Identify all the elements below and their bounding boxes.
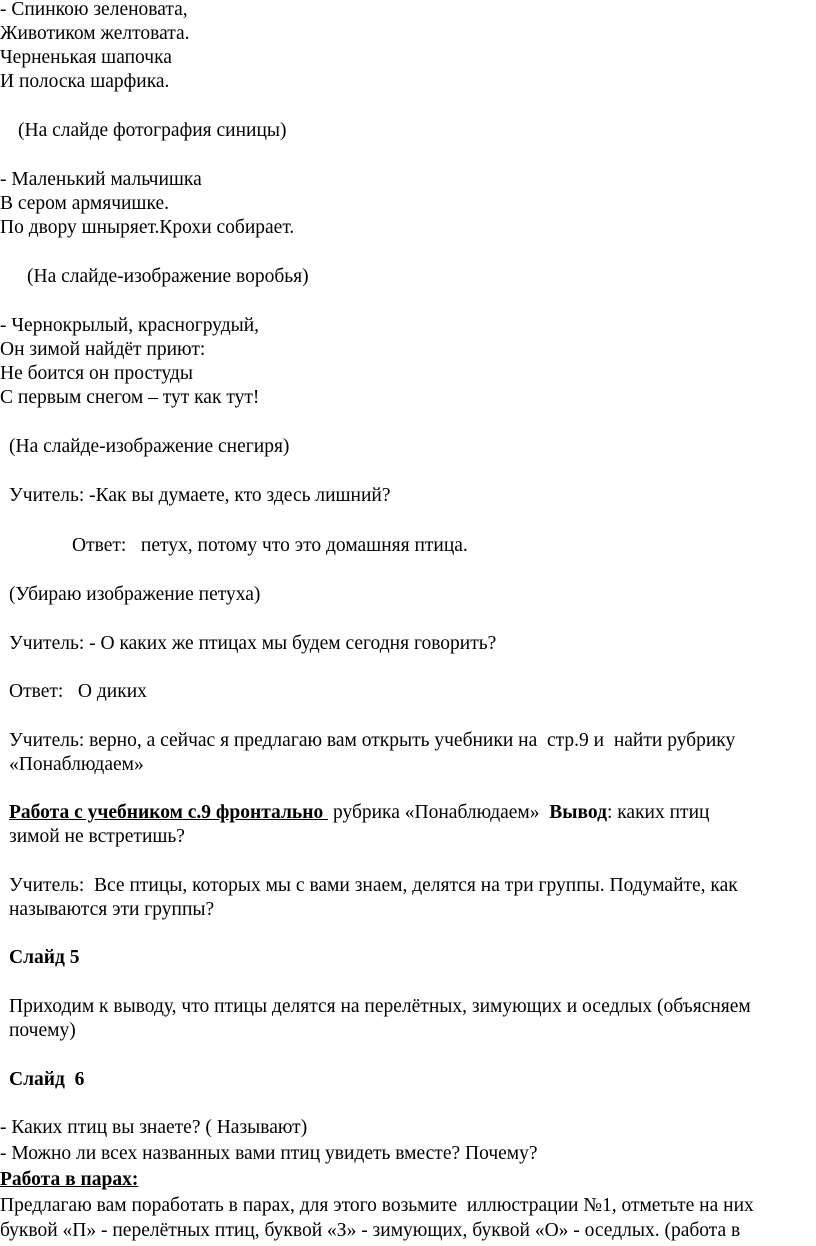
- riddle-1-line-4: И полоска шарфика.: [0, 71, 170, 92]
- conclusion-groups-line-2: почему): [9, 1020, 76, 1041]
- textbook-work-line-1: [9, 801, 709, 825]
- textbook-work-rubric: рубрика «Понаблюдаем»: [328, 802, 550, 823]
- pair-work-heading: Работа в парах:: [0, 1169, 139, 1190]
- riddle-2-line-2: В сером армячишке.: [0, 193, 169, 214]
- riddle-3-line-4: С первым снегом – тут как тут!: [0, 387, 260, 408]
- question-birds-together: - Можно ли всех названных вами птиц увидеть вместе? Почему?: [0, 1143, 538, 1164]
- slide-5-heading: Слайд 5: [9, 947, 80, 968]
- conclusion-groups-line-1: Приходим к выводу, что птицы делятся на перелётных, зимующих и оседлых (объясняем: [9, 996, 751, 1017]
- slide-note-sparrow: (На слайде-изображение воробья): [27, 266, 309, 287]
- textbook-work-heading: Работа с учебником с.9 фронтально: [9, 802, 329, 823]
- answer-wild: Ответ: О диких: [9, 681, 147, 702]
- textbook-work-line-2: зимой не встретишь?: [9, 826, 185, 847]
- teacher-textbook-line-2: «Понаблюдаем»: [9, 754, 144, 775]
- riddle-3-line-3: Не боится он простуды: [0, 363, 193, 384]
- question-birds-known: - Каких птиц вы знаете? ( Называют): [0, 1117, 308, 1138]
- pair-work-line-2: буквой «П» - перелётных птиц, буквой «З» - зимующих, буквой «О» - оседлых. (работа в: [0, 1220, 741, 1241]
- textbook-work-conclusion-label: Вывод: [549, 802, 607, 823]
- note-remove-rooster: (Убираю изображение петуха): [9, 584, 261, 605]
- riddle-1-line-3: Черненькая шапочка: [0, 47, 172, 68]
- riddle-2-line-3: По двору шныряет.Крохи собирает.: [0, 217, 295, 238]
- teacher-groups-line-2: называются эти группы?: [9, 899, 215, 920]
- riddle-3-line-2: Он зимой найдёт приют:: [0, 339, 206, 360]
- riddle-3-line-1: - Чернокрылый, красногрудый,: [0, 315, 260, 336]
- riddle-1-line-2: Животиком желтовата.: [0, 23, 190, 44]
- slide-note-tit: (На слайде фотография синицы): [18, 120, 287, 141]
- answer-rooster: Ответ: петух, потому что это домашняя птица.: [72, 535, 468, 556]
- slide-note-bullfinch: (На слайде-изображение снегиря): [9, 436, 290, 457]
- pair-work-line-1: Предлагаю вам поработать в парах, для этого возьмите иллюстрации №1, отметьте на них: [0, 1195, 754, 1216]
- slide-6-heading: Слайд 6: [9, 1069, 85, 1090]
- teacher-textbook-line-1: Учитель: верно, а сейчас я предлагаю вам открыть учебники на стр.9 и найти рубрику: [9, 730, 736, 751]
- teacher-question-extra: Учитель: -Как вы думаете, кто здесь лишний?: [9, 485, 391, 506]
- riddle-1-line-1: - Спинкою зеленовата,: [0, 0, 188, 20]
- textbook-work-conclusion-text: : каких птиц: [606, 802, 710, 823]
- teacher-question-today: Учитель: - О каких же птицах мы будем сегодня говорить?: [9, 633, 497, 654]
- riddle-2-line-1: - Маленький мальчишка: [0, 169, 202, 190]
- teacher-groups-line-1: Учитель: Все птицы, которых мы с вами знаем, делятся на три группы. Подумайте, как: [9, 875, 738, 896]
